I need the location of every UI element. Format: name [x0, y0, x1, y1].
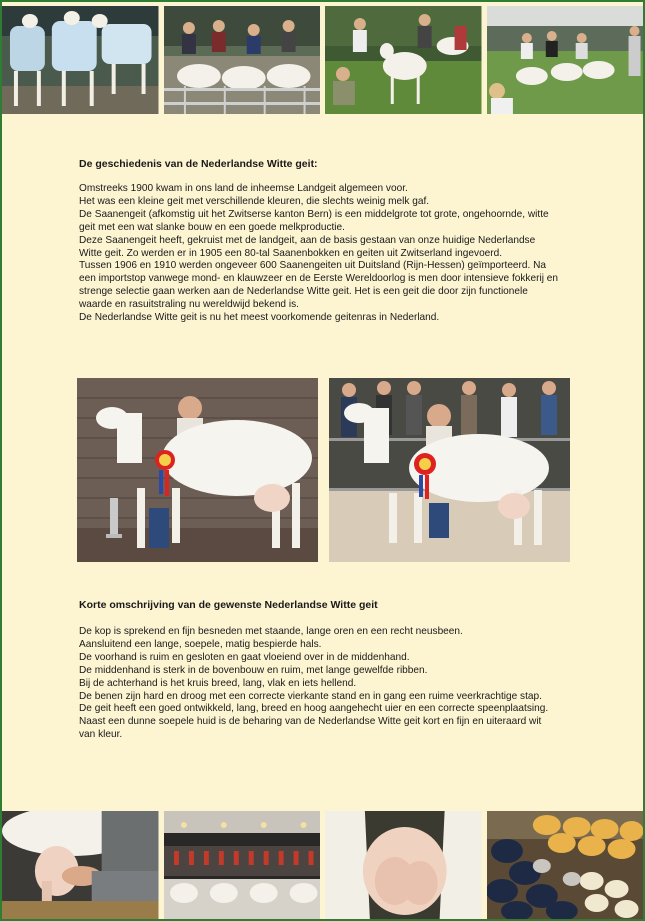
history-paragraph: Tussen 1906 en 1910 werden ongeveer 600 Saanengeiten uit Duitsland (Rijn-Hessen) geïmporteerd. Na een importstop vanwege mond- en klauwzeer en de Eerste Wereldoorlog is men door intensieve fokkerij en strenge selectie gaan werken aan de Nederlandse Witte geit. Het is een geit die door zijn functionele waarde en rasuitstraling nu wereldwijd bekend is.	[79, 260, 558, 311]
section-description-body	[79, 626, 559, 742]
description-paragraph: Aansluitend een lange, soepele, matig bespierde hals.	[79, 638, 322, 650]
history-paragraph: Het was een kleine geit met verschillende kleuren, die slechts weinig melk gaf.	[79, 195, 430, 207]
top-photo-strip	[2, 6, 643, 114]
history-paragraph: De Nederlandse Witte geit is nu het meest voorkomende geitenras in Nederland.	[79, 312, 440, 324]
history-paragraph: Deze Saanengeit heeft, gekruist met de landgeit, aan de basis gestaan van onze huidige Nederlandse Witte geit. Zo werden er in 1905 een 80-tal Saanenbokken en geiten uit Zwitserland ingevoerd.	[79, 234, 536, 259]
description-paragraph: Bij de achterhand is het kruis breed, lang, vlak en iets hellend.	[79, 677, 357, 689]
photo-goats-in-coats	[2, 6, 159, 114]
photo-champion-goat-brick-wall	[77, 378, 318, 562]
description-paragraph: De kop is sprekend en fijn besneden met staande, lange oren en een recht neusbeen.	[79, 626, 463, 637]
photo-milking-parlor	[164, 811, 321, 919]
section-history-title: De geschiedenis van de Nederlandse Witte geit:	[79, 158, 318, 170]
description-paragraph: De geit heeft een goed ontwikkeld, lang, breed en hoog aangehecht uier en een correcte speenplaatsing.	[79, 703, 549, 715]
description-paragraph: De benen zijn hard en droog met een correcte vierkante stand en in gang een ruime veerkrachtige stap.	[79, 690, 542, 702]
bottom-photo-strip	[2, 811, 643, 919]
description-paragraph: Naast een dunne soepele huid is de beharing van de Nederlandse Witte geit kort en fijn en uiteraard wit van kleur.	[79, 716, 542, 741]
history-paragraph: De Saanengeit (afkomstig uit het Zwitserse kanton Bern) is een middelgrote tot grote, ongehoornde, witte geit met een wat slanke bouw en een goede melkproductie.	[79, 208, 549, 233]
section-history-body	[79, 183, 559, 325]
photo-goats-in-pen	[164, 6, 321, 114]
photo-udder-closeup	[325, 811, 482, 919]
photo-goats-in-field	[487, 6, 644, 114]
photo-boy-with-goat	[325, 6, 482, 114]
description-paragraph: De voorhand is ruim en gesloten en gaat vloeiend over in de middenhand.	[79, 651, 410, 663]
description-paragraph: De middenhand is sterk in de bovenbouw en ruim, met lange gewelfde ribben.	[79, 664, 428, 676]
photo-hand-milking	[2, 811, 159, 919]
photo-goat-cheese	[487, 811, 644, 919]
section-description-title: Korte omschrijving van de gewenste Nederlandse Witte geit	[79, 599, 378, 611]
history-paragraph: Omstreeks 1900 kwam in ons land de inheemse Landgeit algemeen voor.	[79, 183, 408, 194]
photo-champion-goat-show-ring	[329, 378, 570, 562]
